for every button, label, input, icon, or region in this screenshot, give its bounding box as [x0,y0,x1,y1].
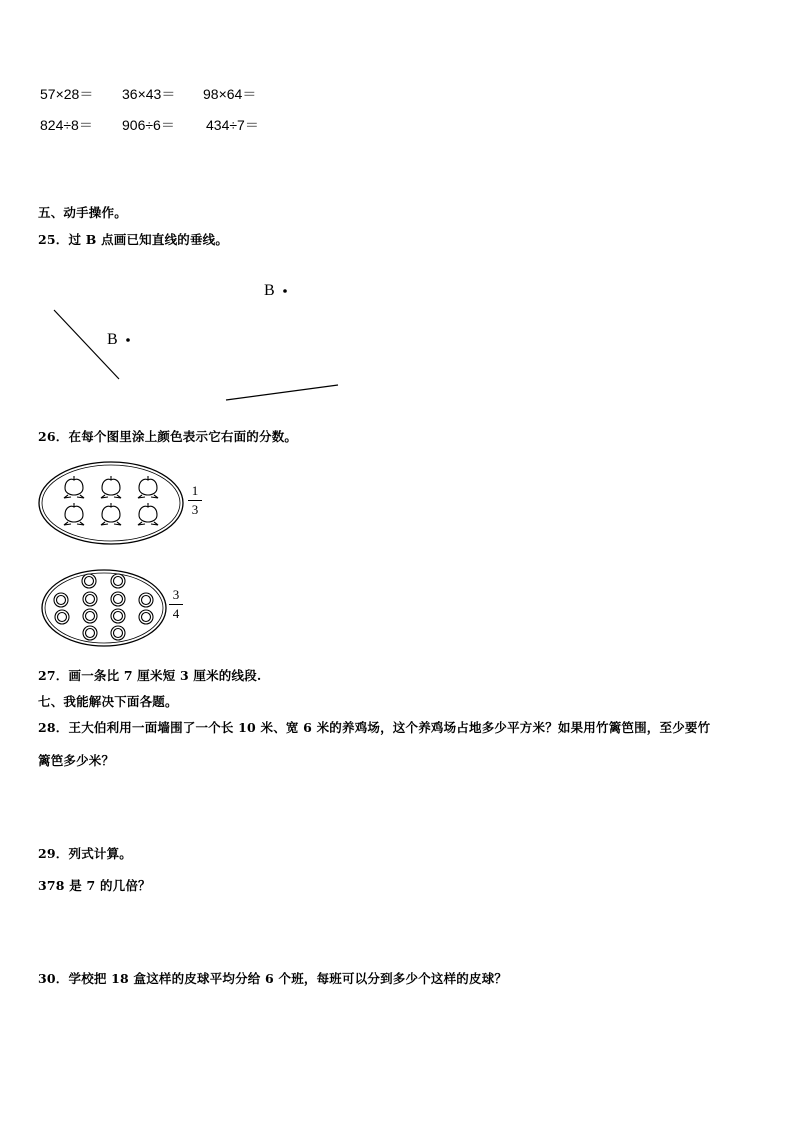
question-29-sub: 378 是 7 的几倍？ [38,878,151,893]
fraction-1-numerator: 1 [191,483,199,498]
peach-icon [64,503,84,525]
peach-icon [101,503,121,525]
apple-icon [83,626,97,640]
peach-icon [64,476,84,498]
fraction-2-numerator: 3 [172,587,180,602]
question-27: 27．画一条比 7 厘米短 3 厘米的线段. [38,668,262,683]
question-26: 26．在每个图里涂上颜色表示它右面的分数。 [38,429,298,444]
section-7-heading: 七、我能解决下面各题。 [38,694,178,709]
section-5-heading: 五、动手操作。 [38,205,127,220]
fraction-1-bar [188,500,202,501]
calc-row-2-item-3: 434÷7＝ [206,117,259,133]
point-b-label-2: B [264,282,275,299]
calc-row-1-item-3: 98×64＝ [203,86,257,102]
question-25: 25．过 B 点画已知直线的垂线。 [38,232,229,247]
apple-icon [83,592,97,606]
apple-icon [54,593,68,607]
apple-icon [111,609,125,623]
apple-icon [83,609,97,623]
apple-icon [139,610,153,624]
question-29: 29．列式计算。 [38,846,132,861]
fraction-1-denominator: 3 [191,502,199,517]
oval-2 [42,570,166,646]
peach-icon-group [64,476,158,525]
apple-icon [111,592,125,606]
apple-icon [139,593,153,607]
fraction-one-third [188,483,202,518]
peach-icon [101,476,121,498]
apple-icon [111,626,125,640]
apple-icon-group [54,574,153,640]
fraction-2-denominator: 4 [172,606,180,621]
peach-icon [138,476,158,498]
calc-row-1-item-1: 57×28＝ [40,86,94,102]
calc-row-2-item-1: 824÷8＝ [40,117,93,133]
calc-row-2-item-2: 906÷6＝ [122,117,175,133]
fraction-three-fourths [169,587,183,622]
question-30: 30．学校把 18 盒这样的皮球平均分给 6 个班，每班可以分到多少个这样的皮球？ [38,971,508,986]
point-b-label-1: B [107,331,118,348]
peach-icon [138,503,158,525]
apple-icon [111,574,125,588]
calc-row-1-item-2: 36×43＝ [122,86,176,102]
apple-icon [82,574,96,588]
fraction-2-bar [169,604,183,605]
apple-icon [55,610,69,624]
question-28-line-1: 28．王大伯利用一面墙围了一个长 10 米、宽 6 米的养鸡场，这个养鸡场占地多少平方米？如果用竹篱笆围，至少要竹 [38,720,711,735]
question-28-line-2: 篱笆多少米？ [38,753,115,768]
